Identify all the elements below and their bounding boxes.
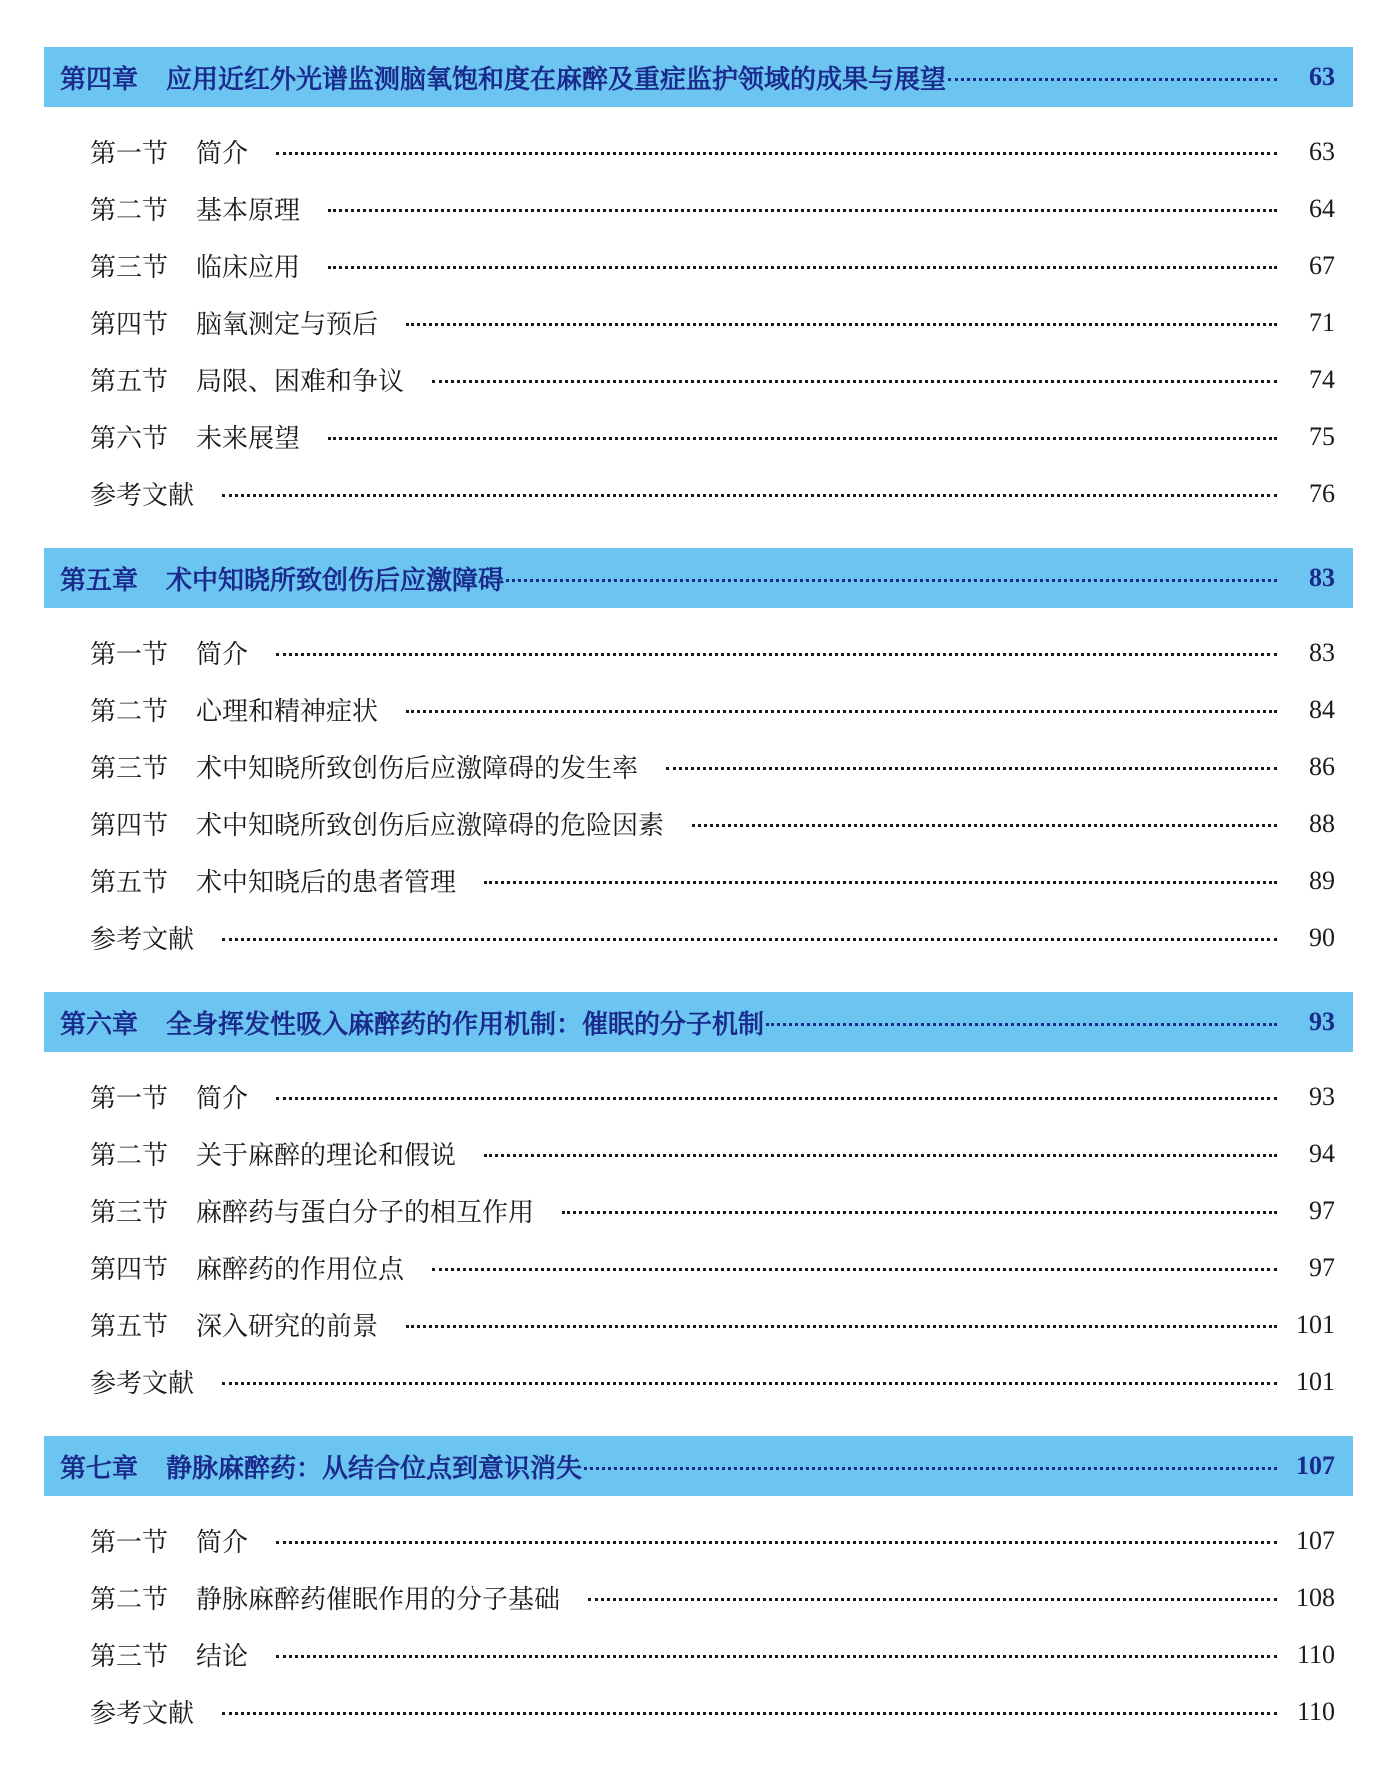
chapter-page-number: 83 (1309, 563, 1335, 592)
section-title: 简介 (196, 640, 249, 670)
dot-leader (584, 1467, 1277, 1470)
dot-leader (222, 1382, 1277, 1385)
section-page-number: 67 (1309, 250, 1335, 280)
dot-leader (328, 437, 1277, 440)
section-entry[interactable] (44, 738, 1353, 795)
section-page-number: 83 (1309, 637, 1335, 667)
section-entry[interactable] (44, 294, 1353, 351)
section-page-number: 64 (1309, 193, 1335, 223)
section-page-number: 88 (1309, 808, 1335, 838)
dot-leader (692, 824, 1277, 827)
references-entry[interactable] (44, 909, 1353, 966)
chapter-block (44, 1436, 1353, 1740)
dot-leader (222, 938, 1277, 941)
section-title: 深入研究的前景 (196, 1312, 379, 1342)
section-title: 参考文献 (90, 481, 195, 511)
chapter-page-number: 93 (1309, 1007, 1335, 1036)
section-page-number: 101 (1296, 1309, 1335, 1339)
chapter-title: 全身挥发性吸入麻醉药的作用机制：催眠的分子机制 (166, 1009, 765, 1040)
chapter-title: 静脉麻醉药：从结合位点到意识消失 (166, 1453, 583, 1484)
chapter-heading[interactable] (44, 47, 1353, 107)
chapter-title: 应用近红外光谱监测脑氧饱和度在麻醉及重症监护领域的成果与展望 (166, 64, 947, 95)
section-number: 第五节 (90, 1312, 169, 1342)
section-entry[interactable] (44, 795, 1353, 852)
section-title: 简介 (196, 139, 249, 169)
section-page-number: 101 (1296, 1366, 1335, 1396)
dot-leader (588, 1598, 1277, 1601)
references-entry[interactable] (44, 1683, 1353, 1740)
section-title: 静脉麻醉药催眠作用的分子基础 (196, 1585, 561, 1615)
dot-leader (276, 152, 1277, 155)
section-page-number: 90 (1309, 922, 1335, 952)
section-title: 参考文献 (90, 1699, 195, 1729)
section-page-number: 63 (1309, 136, 1335, 166)
section-entry[interactable] (44, 1125, 1353, 1182)
section-entry[interactable] (44, 237, 1353, 294)
chapter-heading[interactable] (44, 992, 1353, 1052)
section-page-number: 110 (1296, 1639, 1335, 1669)
dot-leader (276, 1097, 1277, 1100)
section-page-number: 93 (1309, 1081, 1335, 1111)
section-entry[interactable] (44, 624, 1353, 681)
chapter-page-number: 107 (1296, 1451, 1335, 1480)
section-number: 第一节 (90, 640, 169, 670)
section-number: 第四节 (90, 1255, 169, 1285)
dot-leader (328, 209, 1277, 212)
section-page-number: 94 (1309, 1138, 1335, 1168)
dot-leader (948, 78, 1277, 81)
section-title: 临床应用 (196, 253, 301, 283)
section-title: 未来展望 (196, 424, 301, 454)
chapter-title: 术中知晓所致创伤后应激障碍 (166, 565, 505, 596)
section-entry[interactable] (44, 408, 1353, 465)
section-entry[interactable] (44, 123, 1353, 180)
section-page-number: 71 (1309, 307, 1335, 337)
section-number: 第一节 (90, 1084, 169, 1114)
section-page-number: 97 (1309, 1195, 1335, 1225)
section-number: 第二节 (90, 196, 169, 226)
section-page-number: 97 (1309, 1252, 1335, 1282)
section-entry[interactable] (44, 1068, 1353, 1125)
section-title: 麻醉药与蛋白分子的相互作用 (196, 1198, 535, 1228)
section-title: 简介 (196, 1528, 249, 1558)
section-title: 关于麻醉的理论和假说 (196, 1141, 457, 1171)
chapter-block (44, 992, 1353, 1410)
chapter-number: 第七章 (60, 1453, 139, 1484)
dot-leader (406, 323, 1277, 326)
dot-leader (276, 653, 1277, 656)
section-number: 第六节 (90, 424, 169, 454)
dot-leader (484, 1154, 1277, 1157)
section-title: 心理和精神症状 (196, 697, 379, 727)
dot-leader (276, 1655, 1277, 1658)
section-entry[interactable] (44, 681, 1353, 738)
dot-leader (328, 266, 1277, 269)
section-number: 第三节 (90, 754, 169, 784)
section-number: 第一节 (90, 1528, 169, 1558)
section-page-number: 86 (1309, 751, 1335, 781)
chapter-block (44, 548, 1353, 966)
section-entry[interactable] (44, 852, 1353, 909)
section-number: 第二节 (90, 697, 169, 727)
section-title: 术中知晓所致创伤后应激障碍的危险因素 (196, 811, 665, 841)
section-entry[interactable] (44, 1512, 1353, 1569)
dot-leader (432, 380, 1277, 383)
section-title: 结论 (196, 1642, 249, 1672)
section-page-number: 89 (1309, 865, 1335, 895)
section-page-number: 75 (1309, 421, 1335, 451)
chapter-number: 第四章 (60, 64, 139, 95)
section-title: 麻醉药的作用位点 (196, 1255, 405, 1285)
section-entry[interactable] (44, 351, 1353, 408)
section-title: 术中知晓后的患者管理 (196, 868, 457, 898)
dot-leader (766, 1023, 1277, 1026)
section-entry[interactable] (44, 1182, 1353, 1239)
section-title: 脑氧测定与预后 (196, 310, 379, 340)
references-entry[interactable] (44, 1353, 1353, 1410)
table-of-contents (44, 47, 1353, 1766)
chapter-page-number: 63 (1309, 62, 1335, 91)
section-number: 第二节 (90, 1585, 169, 1615)
section-page-number: 110 (1296, 1696, 1335, 1726)
section-page-number: 74 (1309, 364, 1335, 394)
section-number: 第四节 (90, 811, 169, 841)
section-title: 基本原理 (196, 196, 301, 226)
dot-leader (276, 1541, 1277, 1544)
dot-leader (562, 1211, 1277, 1214)
section-page-number: 108 (1296, 1582, 1335, 1612)
dot-leader (406, 710, 1277, 713)
section-page-number: 84 (1309, 694, 1335, 724)
section-title: 参考文献 (90, 1369, 195, 1399)
section-number: 第五节 (90, 868, 169, 898)
chapter-block (44, 47, 1353, 522)
section-page-number: 76 (1309, 478, 1335, 508)
chapter-number: 第六章 (60, 1009, 139, 1040)
section-number: 第一节 (90, 139, 169, 169)
dot-leader (484, 881, 1277, 884)
dot-leader (506, 579, 1277, 582)
section-entry[interactable] (44, 1239, 1353, 1296)
chapter-heading[interactable] (44, 1436, 1353, 1496)
dot-leader (222, 494, 1277, 497)
section-number: 第三节 (90, 1642, 169, 1672)
section-page-number: 107 (1296, 1525, 1335, 1555)
dot-leader (222, 1712, 1277, 1715)
section-title: 简介 (196, 1084, 249, 1114)
section-entry[interactable] (44, 1626, 1353, 1683)
section-number: 第二节 (90, 1141, 169, 1171)
section-entry[interactable] (44, 180, 1353, 237)
references-entry[interactable] (44, 465, 1353, 522)
section-title: 术中知晓所致创伤后应激障碍的发生率 (196, 754, 639, 784)
dot-leader (406, 1325, 1277, 1328)
section-entry[interactable] (44, 1569, 1353, 1626)
section-title: 局限、困难和争议 (196, 367, 405, 397)
section-entry[interactable] (44, 1296, 1353, 1353)
section-number: 第三节 (90, 253, 169, 283)
section-number: 第四节 (90, 310, 169, 340)
section-number: 第五节 (90, 367, 169, 397)
chapter-heading[interactable] (44, 548, 1353, 608)
section-number: 第三节 (90, 1198, 169, 1228)
chapter-number: 第五章 (60, 565, 139, 596)
dot-leader (666, 767, 1277, 770)
section-title: 参考文献 (90, 925, 195, 955)
dot-leader (432, 1268, 1277, 1271)
